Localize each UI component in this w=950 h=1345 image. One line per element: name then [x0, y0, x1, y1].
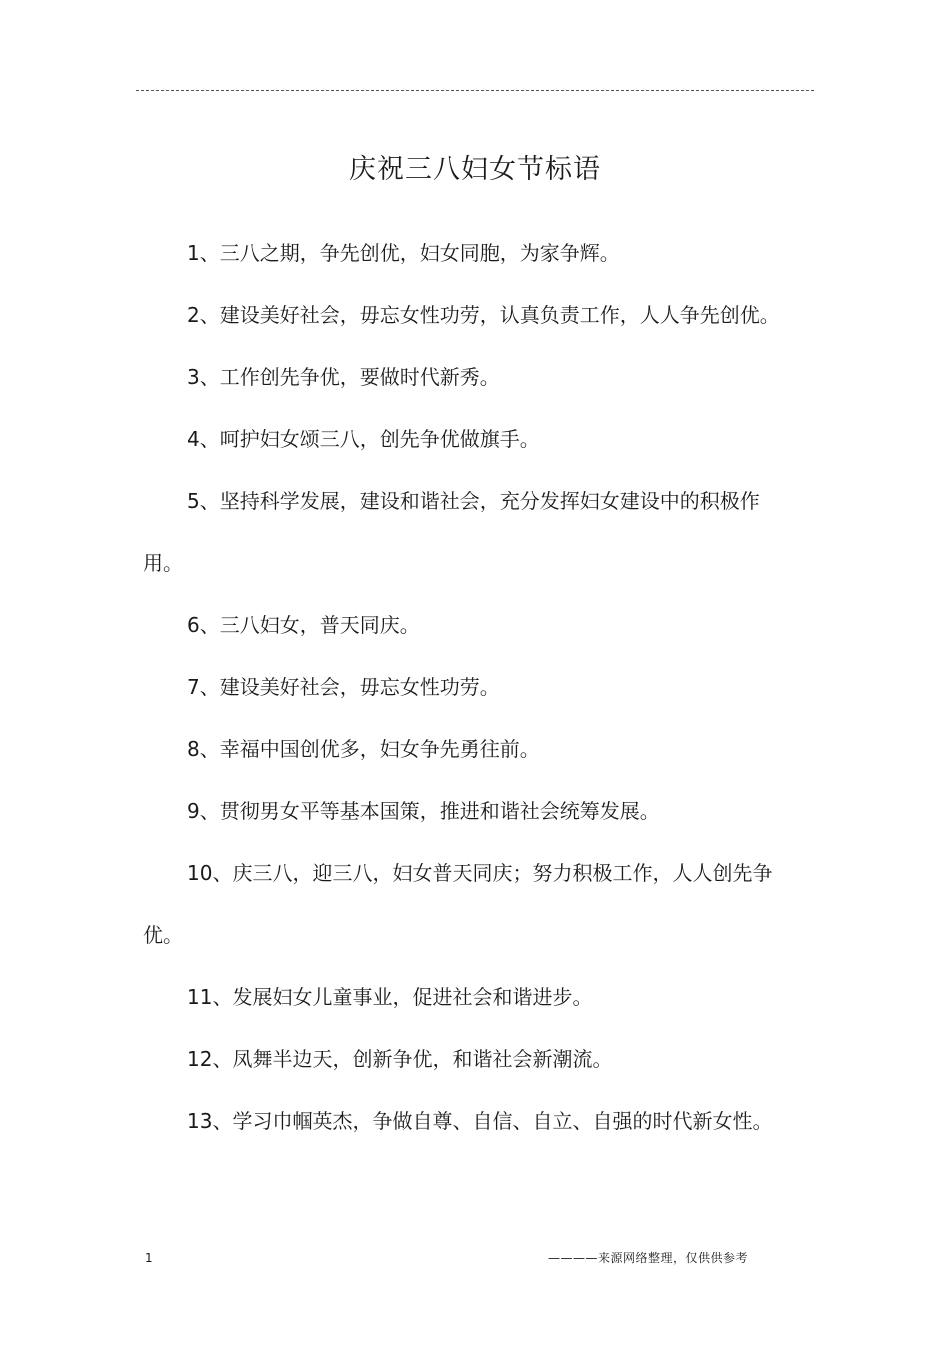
list-item: 3、工作创先争优，要做时代新秀。	[187, 365, 500, 389]
page-number: 1	[145, 1251, 153, 1265]
list-item: 13、学习巾帼英杰，争做自尊、自信、自立、自强的时代新女性。	[187, 1109, 773, 1133]
list-item: 4、呵护妇女颂三八，创先争优做旗手。	[187, 427, 540, 451]
list-item: 12、凤舞半边天，创新争优，和谐社会新潮流。	[187, 1047, 613, 1071]
list-item: 11、发展妇女儿童事业，促进社会和谐进步。	[187, 985, 593, 1009]
document-title: 庆祝三八妇女节标语	[349, 154, 601, 185]
list-item: 5、坚持科学发展，建设和谐社会，充分发挥妇女建设中的积极作用。	[143, 489, 760, 575]
list-item: 1、三八之期，争先创优，妇女同胞，为家争辉。	[187, 241, 620, 265]
list-item: 6、三八妇女，普天同庆。	[187, 613, 420, 637]
list-item: 10、庆三八，迎三八，妇女普天同庆；努力积极工作，人人创先争优。	[143, 861, 773, 947]
header-dashed-rule	[136, 90, 814, 91]
slogan-list	[143, 222, 788, 1152]
list-item: 2、建设美好社会，毋忘女性功劳，认真负责工作，人人争先创优。	[187, 303, 780, 327]
footer-note: ————来源网络整理，仅供供参考	[548, 1251, 749, 1265]
page-footer	[0, 1248, 950, 1268]
list-item: 8、幸福中国创优多，妇女争先勇往前。	[187, 737, 540, 761]
list-item: 7、建设美好社会，毋忘女性功劳。	[187, 675, 500, 699]
list-item: 9、贯彻男女平等基本国策，推进和谐社会统筹发展。	[187, 799, 660, 823]
